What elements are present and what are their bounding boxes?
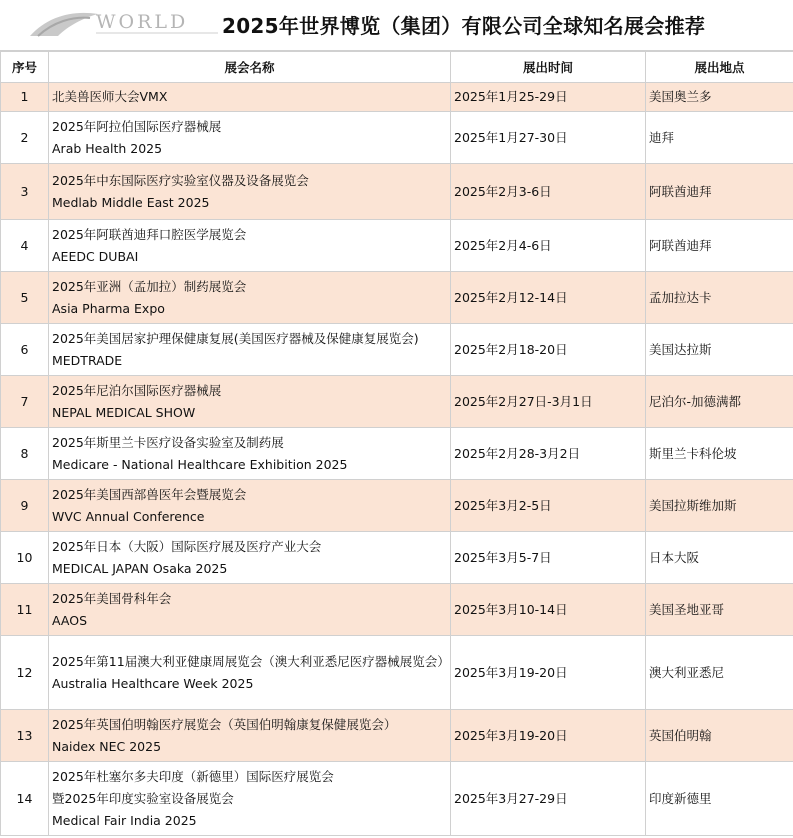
table-row xyxy=(1,272,793,324)
exhibition-place: 日本大阪 xyxy=(646,532,793,584)
exhibition-place: 阿联酋迪拜 xyxy=(646,164,793,220)
exhibition-name-line: NEPAL MEDICAL SHOW xyxy=(52,404,196,420)
row-number: 4 xyxy=(1,220,49,272)
row-number: 6 xyxy=(1,324,49,376)
exhibition-place: 英国伯明翰 xyxy=(646,710,793,762)
exhibition-place: 美国拉斯维加斯 xyxy=(646,480,793,532)
exhibition-name-line: MEDTRADE xyxy=(52,352,123,368)
row-number: 10 xyxy=(1,532,49,584)
exhibition-name-cell xyxy=(49,480,451,532)
row-number: 1 xyxy=(1,83,49,112)
exhibition-name-line: 2025年阿拉伯国际医疗器械展 xyxy=(52,118,222,134)
column-header-number: 序号 xyxy=(1,52,49,83)
exhibition-date: 2025年3月27-29日 xyxy=(451,762,646,836)
exhibition-place: 美国奥兰多 xyxy=(646,83,793,112)
exhibition-name-cell xyxy=(49,272,451,324)
column-header-name: 展会名称 xyxy=(49,52,451,83)
exhibition-date: 2025年2月18-20日 xyxy=(451,324,646,376)
exhibition-date: 2025年3月2-5日 xyxy=(451,480,646,532)
table-header-row xyxy=(1,52,793,83)
exhibition-name-line: 2025年亚洲（孟加拉）制药展览会 xyxy=(52,278,247,294)
logo-text: WORLD xyxy=(96,11,189,33)
exhibition-name-line: 北美兽医师大会VMX xyxy=(52,89,168,104)
exhibition-name-line: Australia Healthcare Week 2025 xyxy=(52,675,254,691)
exhibition-name-cell xyxy=(49,710,451,762)
row-number: 9 xyxy=(1,480,49,532)
exhibition-name-line: Arab Health 2025 xyxy=(52,140,163,156)
exhibition-name-line: 2025年中东国际医疗实验室仪器及设备展览会 xyxy=(52,172,309,188)
exhibition-name-line: AAOS xyxy=(52,612,88,628)
page-header xyxy=(0,0,793,51)
table-row xyxy=(1,428,793,480)
exhibition-name-line: 2025年杜塞尔多夫印度（新德里）国际医疗展览会 xyxy=(52,768,334,784)
table-row xyxy=(1,636,793,710)
exhibition-place: 澳大利亚悉尼 xyxy=(646,636,793,710)
exhibition-name-line: 2025年第11届澳大利亚健康周展览会（澳大利亚悉尼医疗器械展览会） xyxy=(52,653,450,669)
exhibition-name-cell xyxy=(49,112,451,164)
exhibition-date: 2025年2月27日-3月1日 xyxy=(451,376,646,428)
exhibition-place: 美国圣地亚哥 xyxy=(646,584,793,636)
exhibition-name-line: 2025年英国伯明翰医疗展览会（英国伯明翰康复保健展览会） xyxy=(52,716,397,732)
table-row xyxy=(1,480,793,532)
row-number: 2 xyxy=(1,112,49,164)
exhibition-name-cell xyxy=(49,164,451,220)
exhibition-date: 2025年3月19-20日 xyxy=(451,636,646,710)
table-row xyxy=(1,83,793,112)
exhibition-name-line: 2025年美国居家护理保健康复展(美国医疗器械及保健康复展览会) xyxy=(52,330,419,346)
exhibition-name-line: WVC Annual Conference xyxy=(52,508,205,524)
row-number: 14 xyxy=(1,762,49,836)
exhibition-name-cell xyxy=(49,376,451,428)
exhibition-date: 2025年2月12-14日 xyxy=(451,272,646,324)
exhibition-name-line: Medical Fair India 2025 xyxy=(52,812,197,828)
exhibition-name-line: 2025年美国西部兽医年会暨展览会 xyxy=(52,486,247,502)
exhibition-place: 美国达拉斯 xyxy=(646,324,793,376)
exhibition-name-cell xyxy=(49,83,451,112)
exhibition-name-line: 2025年斯里兰卡医疗设备实验室及制药展 xyxy=(52,434,284,450)
table-row xyxy=(1,710,793,762)
row-number: 7 xyxy=(1,376,49,428)
exhibition-name-line: Naidex NEC 2025 xyxy=(52,738,162,754)
world-logo xyxy=(28,6,223,42)
row-number: 5 xyxy=(1,272,49,324)
exhibition-place: 迪拜 xyxy=(646,112,793,164)
table-row xyxy=(1,584,793,636)
exhibition-name-line: Medlab Middle East 2025 xyxy=(52,194,210,210)
row-number: 13 xyxy=(1,710,49,762)
table-row xyxy=(1,164,793,220)
exhibition-name-line: 2025年阿联酋迪拜口腔医学展览会 xyxy=(52,226,247,242)
table-row xyxy=(1,762,793,836)
column-header-place: 展出地点 xyxy=(646,52,793,83)
row-number: 11 xyxy=(1,584,49,636)
table-row xyxy=(1,376,793,428)
column-header-date: 展出时间 xyxy=(451,52,646,83)
exhibition-date: 2025年3月5-7日 xyxy=(451,532,646,584)
table-row xyxy=(1,532,793,584)
exhibition-date: 2025年1月27-30日 xyxy=(451,112,646,164)
exhibition-date: 2025年1月25-29日 xyxy=(451,83,646,112)
exhibition-name-line: 2025年美国骨科年会 xyxy=(52,590,172,606)
exhibition-name-line: Asia Pharma Expo xyxy=(52,300,165,316)
exhibition-name-cell xyxy=(49,762,451,836)
row-number: 8 xyxy=(1,428,49,480)
exhibition-name-cell xyxy=(49,636,451,710)
exhibition-name-line: Medicare - National Healthcare Exhibition 2025 xyxy=(52,456,348,472)
row-number: 3 xyxy=(1,164,49,220)
exhibition-date: 2025年3月19-20日 xyxy=(451,710,646,762)
table-row xyxy=(1,324,793,376)
exhibition-table xyxy=(0,51,793,836)
exhibition-place: 印度新德里 xyxy=(646,762,793,836)
exhibition-place: 孟加拉达卡 xyxy=(646,272,793,324)
page-title: 2025年世界博览（集团）有限公司全球知名展会推荐 xyxy=(222,14,706,38)
table-row xyxy=(1,112,793,164)
exhibition-name-cell xyxy=(49,324,451,376)
exhibition-place: 斯里兰卡科伦坡 xyxy=(646,428,793,480)
exhibition-name-line: AEEDC DUBAI xyxy=(52,248,139,264)
exhibition-name-line: 暨2025年印度实验室设备展览会 xyxy=(52,790,234,806)
row-number: 12 xyxy=(1,636,49,710)
exhibition-name-line: 2025年尼泊尔国际医疗器械展 xyxy=(52,382,222,398)
exhibition-date: 2025年2月3-6日 xyxy=(451,164,646,220)
exhibition-date: 2025年2月28-3月2日 xyxy=(451,428,646,480)
exhibition-place: 阿联酋迪拜 xyxy=(646,220,793,272)
exhibition-name-line: 2025年日本（大阪）国际医疗展及医疗产业大会 xyxy=(52,538,322,554)
exhibition-name-cell xyxy=(49,428,451,480)
exhibition-name-cell xyxy=(49,532,451,584)
exhibition-place: 尼泊尔-加德满都 xyxy=(646,376,793,428)
exhibition-name-cell xyxy=(49,220,451,272)
exhibition-date: 2025年2月4-6日 xyxy=(451,220,646,272)
exhibition-name-cell xyxy=(49,584,451,636)
exhibition-date: 2025年3月10-14日 xyxy=(451,584,646,636)
table-row xyxy=(1,220,793,272)
exhibition-name-line: MEDICAL JAPAN Osaka 2025 xyxy=(52,560,228,576)
